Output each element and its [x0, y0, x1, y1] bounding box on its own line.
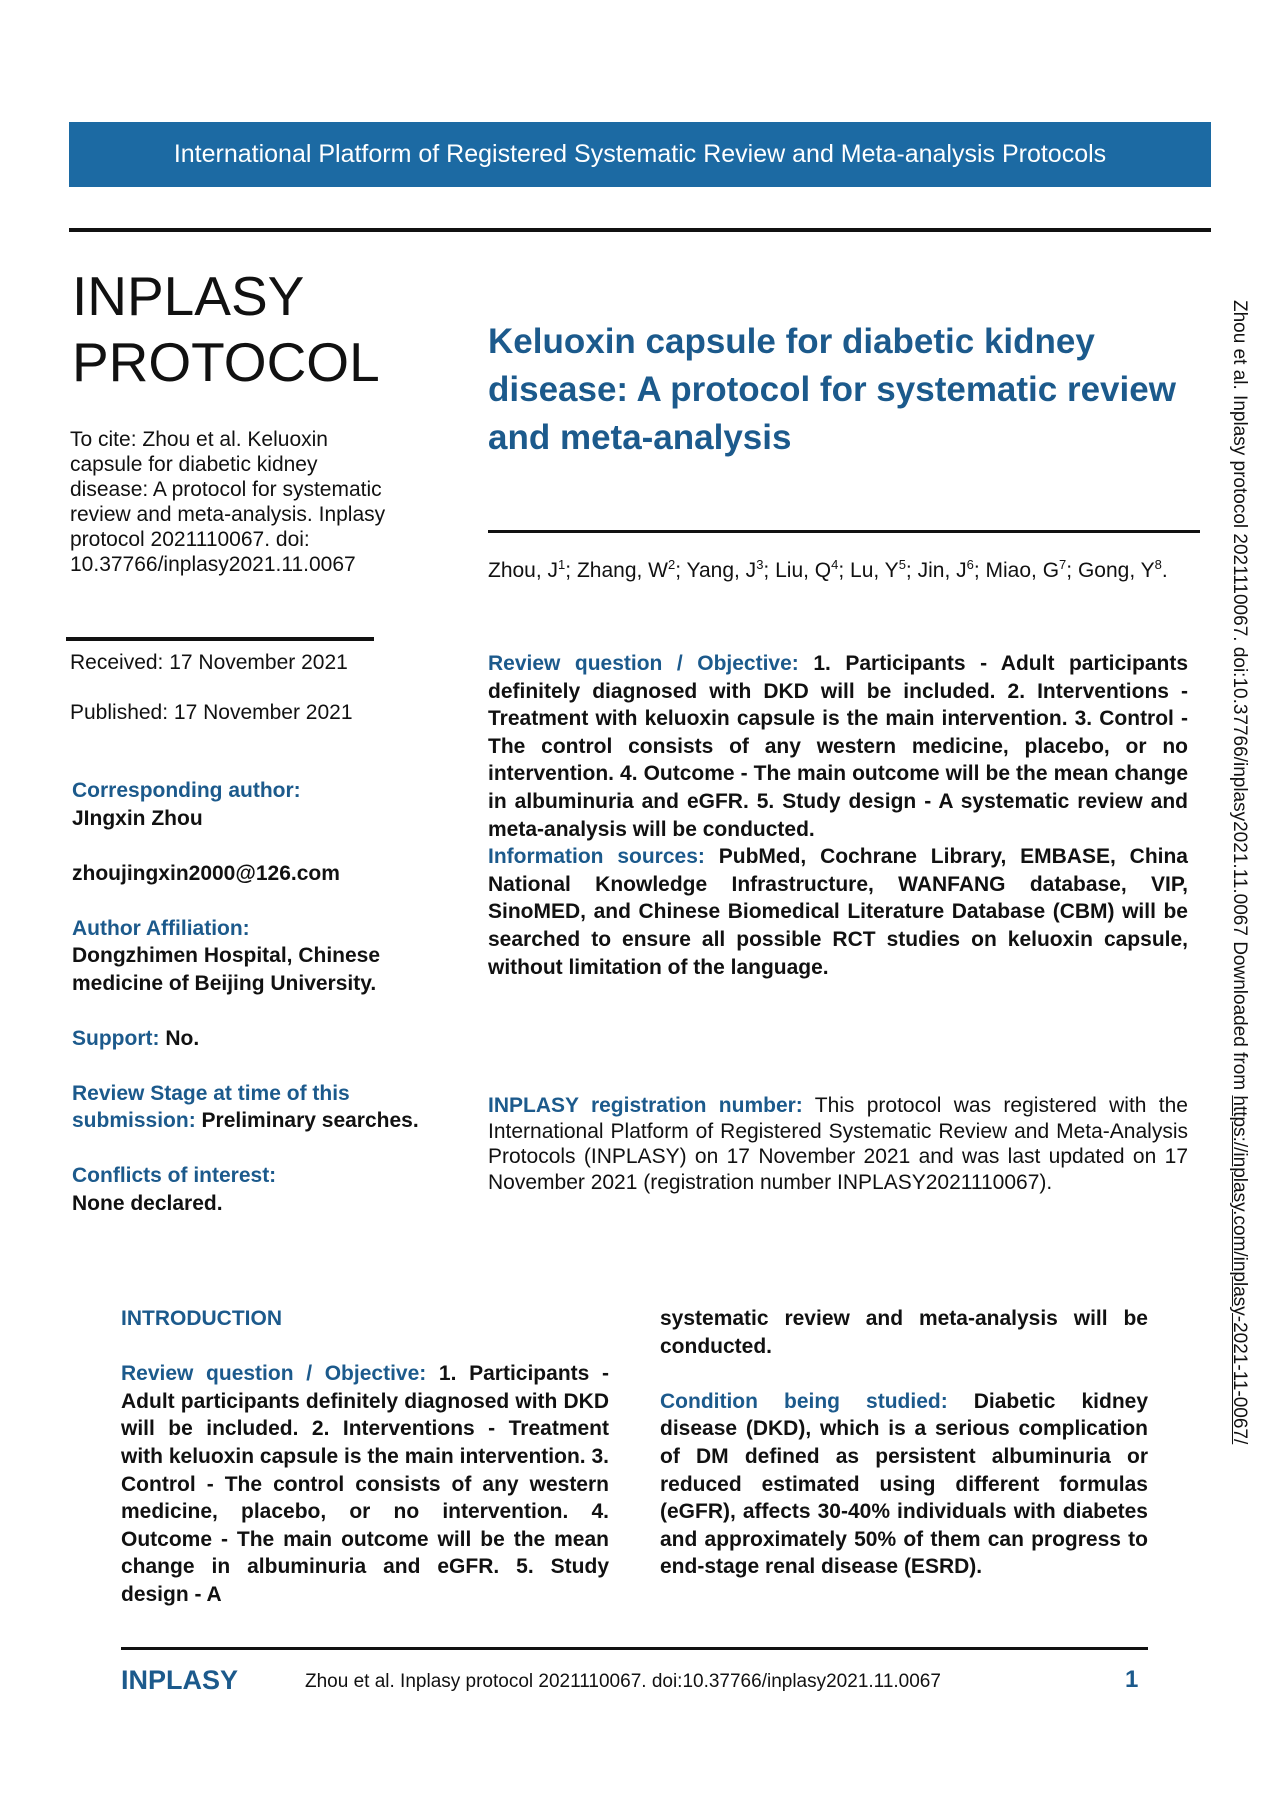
author-name: Yang, J [686, 559, 757, 582]
title-rule [488, 530, 1200, 533]
affiliation-value: Dongzhimen Hospital, Chinese medicine of Beijing University. [72, 944, 381, 995]
registration-text: This protocol was registered with the International Platform of Registered Systematic Review and Meta-Analysis Protocols (INPLASY) on 17 November 2021 and was last updated on 17 November 2021 (registration number INPLASY2021110067). [488, 1094, 1188, 1194]
top-rule [69, 228, 1211, 232]
review-stage-label: Review Stage at time of this submission: [72, 1081, 350, 1132]
intro-rq-text: 1. Participants - Adult participants definitely diagnosed with DKD will be included. 2. Interventions - Treatment with keluoxin capsule is the main intervention. 3. Control - The control consists of any western medicine, placebo, or no intervention. 4. Outcome - The main outcome will be the mean change in albuminuria and eGFR. 5. Study design - A [121, 1362, 609, 1606]
brand-line-1: INPLASY [72, 265, 305, 327]
support-label: Support: [72, 1026, 160, 1050]
received-date: Received: 17 November 2021 [70, 651, 348, 674]
intro-column-2 [660, 1305, 1148, 1581]
citation: To cite: Zhou et al. Keluoxin capsule for diabetic kidney disease: A protocol for systematic review and meta-analysis. Inplasy protocol 2021110067. doi: 10.37766/inplasy2021.11.0067 [70, 428, 386, 576]
side-download-note [1229, 300, 1249, 1640]
corresponding-name: JIngxin Zhou [72, 806, 203, 830]
author-name: Jin, J [917, 559, 967, 582]
author-name: Gong, Y [1077, 559, 1155, 582]
abstract-rq-label: Review question / Objective: [488, 652, 799, 675]
platform-banner: International Platform of Registered Systematic Review and Meta-analysis Protocols [69, 122, 1211, 187]
abstract [488, 650, 1188, 981]
author-affiliation-number: 5 [898, 557, 906, 572]
published-date: Published: 17 November 2021 [70, 701, 353, 724]
author-name: Lu, Y [850, 559, 899, 582]
conflicts-label: Conflicts of interest: [72, 1164, 277, 1187]
author-affiliation-number: 4 [831, 557, 839, 572]
author-info [72, 777, 432, 1217]
condition-text: Diabetic kidney disease (DKD), which is a serious complication of DM defined as persistent albuminuria or reduced estimated using different formulas (eGFR), affects 30-40% individuals with diabetes and approximately 50% of them can progress to end-stage renal disease (ESRD). [660, 1389, 1149, 1579]
author-name: Miao, G [985, 559, 1060, 582]
author-affiliation-number: 3 [756, 557, 764, 572]
left-rule [66, 637, 374, 641]
intro-column-1 [121, 1305, 609, 1609]
article-title: Keluoxin capsule for diabetic kidney disease: A protocol for systematic review and meta-analysis [488, 322, 1176, 457]
author-affiliation-number: 1 [558, 557, 566, 572]
abstract-info-text: PubMed, Cochrane Library, EMBASE, China National Knowledge Infrastructure, WANFANG database, VIP, SinoMED, and Chinese Biomedical Literature Database (CBM) will be searched to ensure all possible RCT studies on keluoxin capsule, without limitation of the language. [488, 845, 1188, 979]
author-affiliation-number: 2 [668, 557, 676, 572]
author-affiliation-number: 7 [1059, 557, 1067, 572]
author-list: Zhou, $J^1$; Zhang, $W^2$; Yang, $J^3$; Liu, $Q^4$; Lu, $Y^5$; Jin, $J^6$; Miao, $G^7$; Gong, $Y^8$. [488, 557, 1168, 582]
author-affiliation-number: 8 [1154, 557, 1162, 572]
abstract-rq-text: 1. Participants - Adult participants definitely diagnosed with DKD will be included. 2. Interventions - Treatment with keluoxin capsule is the main intervention. 3. Control - The control consists of any western medicine, placebo, or no intervention. 4. Outcome - The main outcome will be the mean change in albuminuria and eGFR. 5. Study design - A systematic review and meta-analysis will be conducted. [488, 652, 1189, 841]
author-name: Liu, Q [775, 559, 832, 582]
inplasy-protocol-brand [72, 263, 380, 395]
conflicts-value: None declared. [72, 1191, 223, 1215]
author-affiliation-number: 6 [966, 557, 974, 572]
author-name: Zhou, J [488, 559, 559, 582]
page-number: 1 [1125, 1666, 1139, 1693]
brand-line-2: PROTOCOL [72, 331, 380, 393]
footer-brand: INPLASY [121, 1665, 239, 1695]
corresponding-label: Corresponding author: [72, 779, 301, 802]
abstract-info-label: Information sources: [488, 845, 705, 869]
author-name: Zhang, W [576, 559, 668, 582]
side-text: Zhou et al. Inplasy protocol 2021110067. doi:10.37766/inplasy2021.11.0067 Downloaded from [1229, 300, 1250, 1096]
support-value: No. [165, 1026, 200, 1050]
registration [488, 1093, 1188, 1195]
intro-rq-continued: systematic review and meta-analysis will be conducted. [660, 1307, 1148, 1358]
review-stage-value: Preliminary searches. [201, 1109, 419, 1132]
corresponding-email[interactable]: zhoujingxin2000@126.com [72, 861, 340, 885]
registration-label: INPLASY registration number: [488, 1094, 803, 1117]
intro-rq-label: Review question / Objective: [121, 1362, 427, 1386]
footer-rule [121, 1647, 1148, 1650]
condition-label: Condition being studied: [660, 1389, 948, 1413]
intro-heading: INTRODUCTION [121, 1307, 282, 1330]
footer-citation: Zhou et al. Inplasy protocol 2021110067. doi:10.37766/inplasy2021.11.0067 [305, 1671, 941, 1692]
affiliation-label: Author Affiliation: [72, 916, 250, 940]
download-link[interactable]: https://inplasy.com/inplasy-2021-11-0067/ [1229, 1095, 1250, 1445]
